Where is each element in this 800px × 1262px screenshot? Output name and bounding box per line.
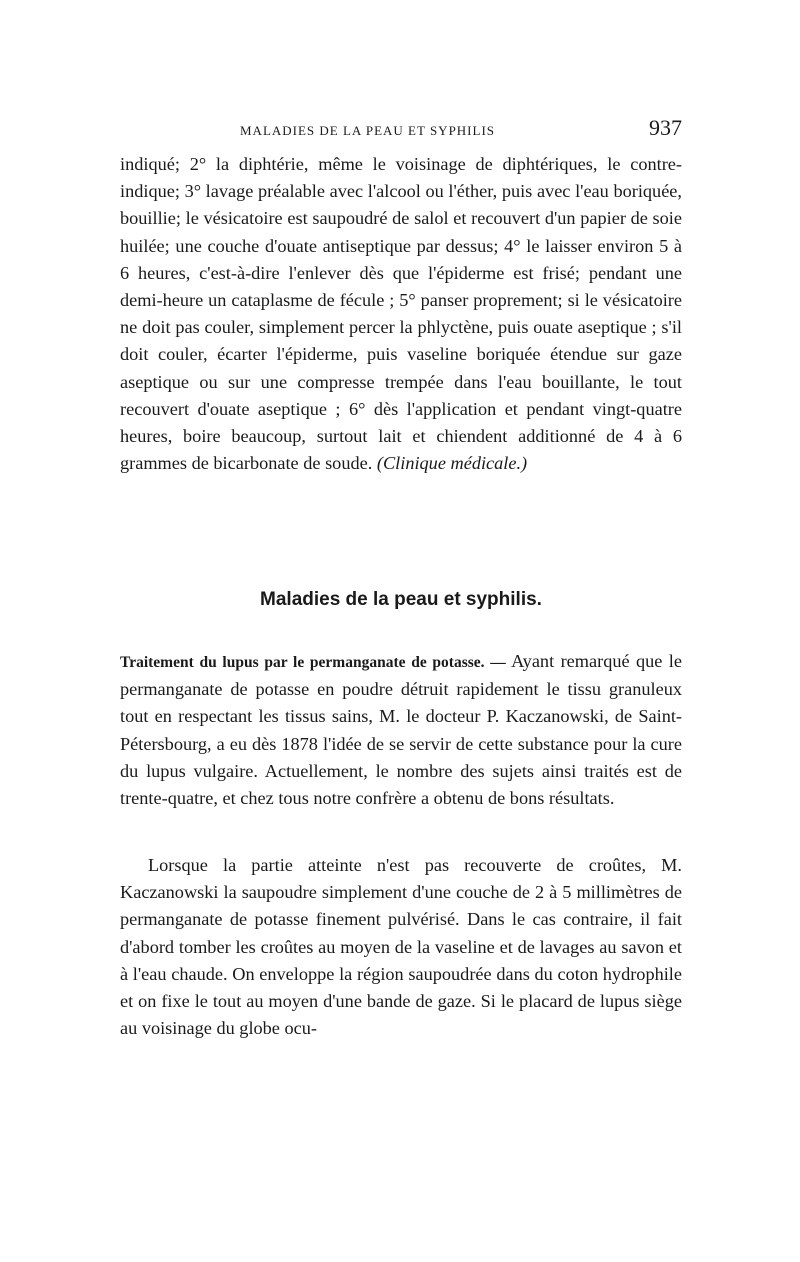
page-header (120, 115, 682, 147)
article-paragraph-1-text: Ayant remarqué que le permanganate de potasse en poudre détruit rapidement le tissu granuleux tout en respectant les tissus sains, M. le docteur P. Kaczanowski, de Saint-Pétersbourg, a eu dès 1878 l'idée de se servir de cette substance pour la cure du lupus vulgaire. Actuellement, le nombre des sujets ainsi traités est de trente-quatre, et chez tous notre confrère a obtenu de bons résultats. (120, 651, 682, 809)
article-paragraph-2: Lorsque la partie atteinte n'est pas recouverte de croûtes, M. Kaczanowski la saupoudre simplement d'une couche de 2 à 5 millimètres de permanganate de potasse finement pulvérisé. Dans le cas contraire, il fait d'abord tomber les croûtes au moyen de la vaseline et de lavages au savon et à l'eau chaude. On enveloppe la région saupoudrée dans du coton hydrophile et on fixe le tout au moyen d'une bande de gaze. Si le placard de lupus siège au voisinage du globe ocu- (120, 855, 682, 1039)
running-title: MALADIES DE LA PEAU ET SYPHILIS (240, 123, 496, 138)
continued-paragraph (120, 151, 682, 477)
source-citation: (Clinique médicale.) (376, 453, 528, 474)
article-heading: Traitement du lupus par le permanganate de potasse. — (120, 654, 506, 671)
continued-paragraph-text: indiqué; 2° la diphtérie, même le voisinage de diphtériques, le contre-indique; 3° lavage préalable avec l'alcool ou l'éther, puis avec l'eau boriquée, bouillie; le vésicatoire est saupoudré de salol et recouvert d'un papier de soie huilée; une couche d'ouate antiseptique par dessus; 4° le laisser environ 5 à 6 heures, c'est-à-dire l'enlever dès que l'épiderme est frisé; pendant une demi-heure un cataplasme de fécule ; 5° panser proprement; si le vésicatoire ne doit pas couler, simplement percer la phlyctène, puis ouate aseptique ; s'il doit couler, écarter l'épiderme, puis vaseline boriquée étendue sur gaze aseptique ou sur une compresse trempée dans l'eau bouillante, le tout recouvert d'ouate aseptique ; 6° dès l'application et pendant vingt-quatre heures, boire beaucoup, surtout lait et chiendent additionné de 4 à 6 grammes de bicarbonate de soude. (120, 154, 682, 474)
page-number: 937 (649, 115, 682, 140)
article-paragraph-1 (120, 648, 682, 812)
section-title: Maladies de la peau et syphilis. (260, 589, 542, 610)
